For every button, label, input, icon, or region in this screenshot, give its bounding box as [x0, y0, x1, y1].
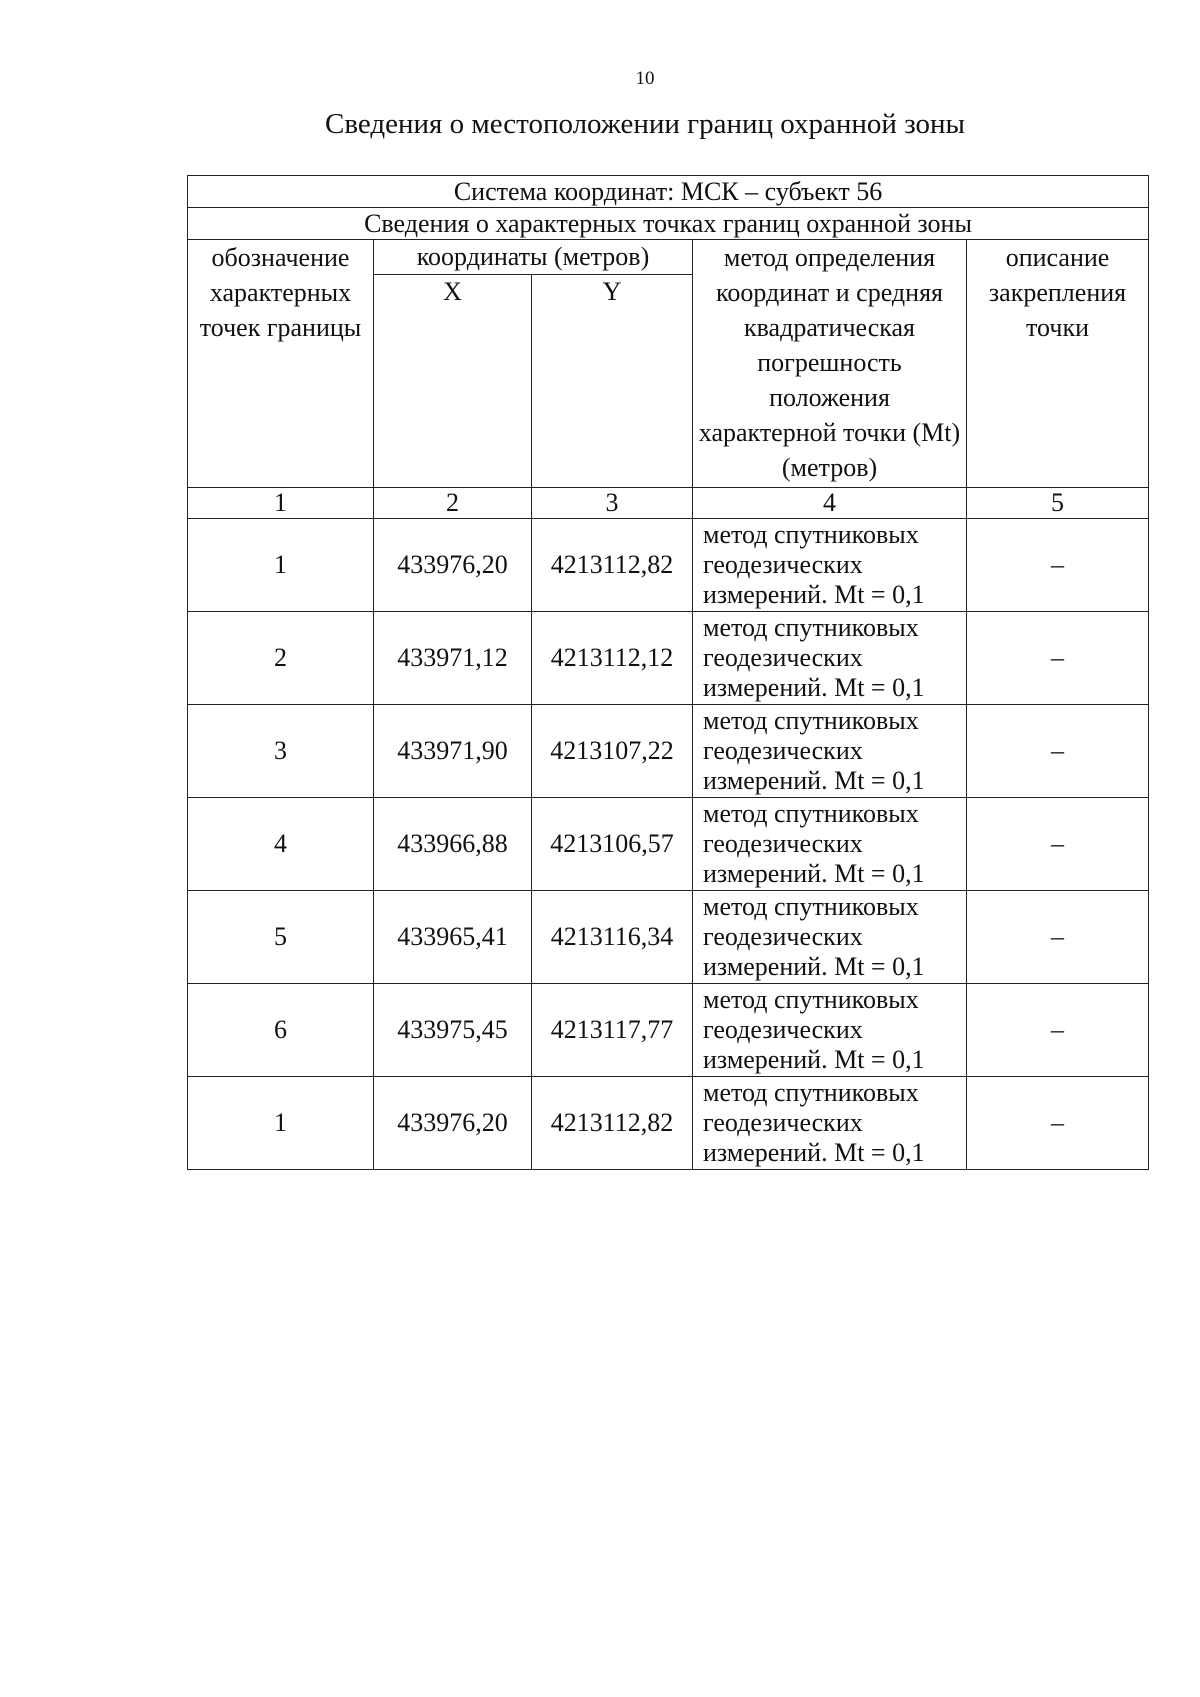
column-number: 2: [374, 488, 532, 519]
x-coordinate-cell: 433971,12: [374, 612, 532, 705]
table-row: [188, 891, 1149, 984]
x-coordinate-cell: 433976,20: [374, 519, 532, 612]
table-row: [188, 984, 1149, 1077]
description-cell: –: [967, 612, 1149, 705]
coordinates-table: [187, 175, 1149, 1170]
column-number: 3: [532, 488, 693, 519]
point-cell: 2: [188, 612, 374, 705]
table-row: [188, 612, 1149, 705]
method-cell: метод спутниковых геодезических измерений. Mt = 0,1: [693, 519, 967, 612]
table-row: [188, 798, 1149, 891]
header-method: метод определения координат и средняя квадратическая погрешность положения характерной точки (Mt) (метров): [693, 240, 967, 488]
x-coordinate-cell: 433966,88: [374, 798, 532, 891]
method-cell: метод спутниковых геодезических измерений. Mt = 0,1: [693, 891, 967, 984]
method-cell: метод спутниковых геодезических измерений. Mt = 0,1: [693, 984, 967, 1077]
x-coordinate-cell: 433976,20: [374, 1077, 532, 1170]
y-coordinate-cell: 4213106,57: [532, 798, 693, 891]
x-coordinate-cell: 433975,45: [374, 984, 532, 1077]
header-row: [188, 240, 1149, 275]
header-y: Y: [532, 275, 693, 488]
x-coordinate-cell: 433965,41: [374, 891, 532, 984]
page-number: 10: [635, 68, 655, 89]
coord-system-row: [188, 176, 1149, 208]
column-number-row: [188, 488, 1149, 519]
point-cell: 5: [188, 891, 374, 984]
description-cell: –: [967, 705, 1149, 798]
y-coordinate-cell: 4213107,22: [532, 705, 693, 798]
y-coordinate-cell: 4213112,82: [532, 519, 693, 612]
y-coordinate-cell: 4213117,77: [532, 984, 693, 1077]
table-row: [188, 519, 1149, 612]
coord-system-cell: Система координат: МСК – субъект 56: [188, 176, 1149, 208]
point-cell: 4: [188, 798, 374, 891]
section-title-row: [188, 208, 1149, 240]
column-number: 5: [967, 488, 1149, 519]
x-coordinate-cell: 433971,90: [374, 705, 532, 798]
table-row: [188, 705, 1149, 798]
point-cell: 1: [188, 519, 374, 612]
point-cell: 6: [188, 984, 374, 1077]
header-description: описание закрепления точки: [967, 240, 1149, 488]
description-cell: –: [967, 984, 1149, 1077]
description-cell: –: [967, 891, 1149, 984]
description-cell: –: [967, 519, 1149, 612]
header-x: X: [374, 275, 532, 488]
y-coordinate-cell: 4213112,82: [532, 1077, 693, 1170]
method-cell: метод спутниковых геодезических измерений. Mt = 0,1: [693, 705, 967, 798]
section-title-cell: Сведения о характерных точках границ охранной зоны: [188, 208, 1149, 240]
method-cell: метод спутниковых геодезических измерений. Mt = 0,1: [693, 612, 967, 705]
point-cell: 1: [188, 1077, 374, 1170]
method-cell: метод спутниковых геодезических измерений. Mt = 0,1: [693, 798, 967, 891]
column-number: 1: [188, 488, 374, 519]
description-cell: –: [967, 798, 1149, 891]
header-coordinates: координаты (метров): [374, 240, 693, 275]
table-row: [188, 1077, 1149, 1170]
header-point-designation: обозначение характерных точек границы: [188, 240, 374, 488]
point-cell: 3: [188, 705, 374, 798]
column-number: 4: [693, 488, 967, 519]
y-coordinate-cell: 4213116,34: [532, 891, 693, 984]
method-cell: метод спутниковых геодезических измерений. Mt = 0,1: [693, 1077, 967, 1170]
y-coordinate-cell: 4213112,12: [532, 612, 693, 705]
description-cell: –: [967, 1077, 1149, 1170]
page-title: Сведения о местоположении границ охранной зоны: [324, 108, 965, 140]
